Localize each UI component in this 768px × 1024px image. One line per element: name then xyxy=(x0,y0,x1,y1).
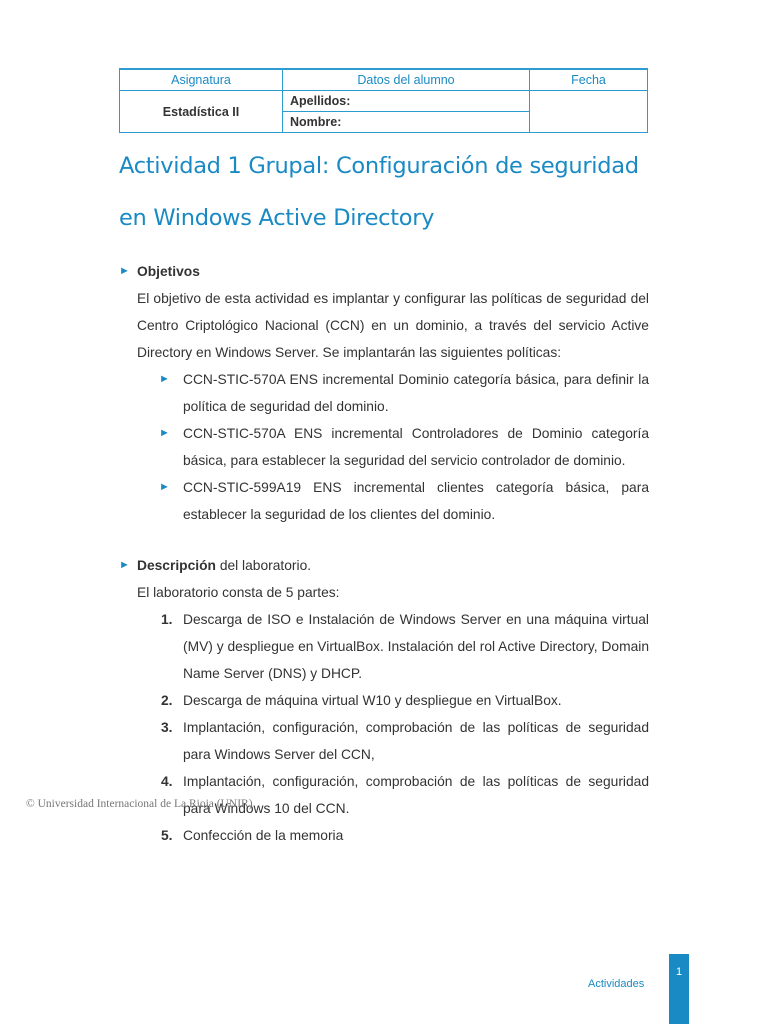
list-item: 1. Descarga de ISO e Instalación de Windows Server en una máquina virtual (MV) y despliegue en VirtualBox. Instalación del rol Active Directory, Domain Name Server (DNS) y DHCP. xyxy=(161,612,649,681)
fecha-cell xyxy=(530,91,648,133)
arrow-bullet-icon: ► xyxy=(159,373,170,385)
list-item: ► CCN-STIC-570A ENS incremental Controladores de Dominio categoría básica, para establecer la seguridad del servicio controlador de dominio. xyxy=(137,420,649,474)
arrow-bullet-icon: ► xyxy=(119,265,130,277)
descripcion-heading: Descripción del laboratorio. xyxy=(137,558,312,573)
col-asignatura: Asignatura xyxy=(120,69,283,91)
objetivos-list xyxy=(137,366,649,528)
steps-list xyxy=(137,606,649,849)
objetivos-heading: Objetivos xyxy=(137,264,200,279)
col-datos-alumno: Datos del alumno xyxy=(283,69,530,91)
page-number-tab: 1 xyxy=(669,954,689,1024)
list-item: 3. Implantación, configuración, comprobación de las políticas de seguridad para Windows Server del CCN, xyxy=(161,720,649,762)
page-title: Actividad 1 Grupal: Configuración de seguridad en Windows Active Directory xyxy=(119,153,639,231)
arrow-bullet-icon: ► xyxy=(159,481,170,493)
list-item: ► CCN-STIC-599A19 ENS incremental clientes categoría básica, para establecer la seguridad de los clientes del dominio. xyxy=(137,474,649,528)
list-item: 2. Descarga de máquina virtual W10 y despliegue en VirtualBox. xyxy=(161,693,562,708)
arrow-bullet-icon: ► xyxy=(159,427,170,439)
objetivos-paragraph: El objetivo de esta actividad es implantar y configurar las políticas de seguridad del Centro Criptológico Nacional (CCN) en un dominio, a través del servicio Active Directory en Windows Server. Se implantarán las siguientes políticas: xyxy=(137,291,649,360)
list-item: 5. Confección de la memoria xyxy=(161,828,344,843)
objetivos-section xyxy=(119,258,649,528)
footer-section-label: Actividades xyxy=(588,978,645,990)
descripcion-intro: El laboratorio consta de 5 partes: xyxy=(137,585,340,600)
list-item: ► CCN-STIC-570A ENS incremental Dominio categoría básica, para definir la política de seguridad del dominio. xyxy=(137,366,649,420)
col-fecha: Fecha xyxy=(530,69,648,91)
asignatura-value: Estadística II xyxy=(120,91,283,133)
arrow-bullet-icon: ► xyxy=(119,559,130,571)
nombre-field: Nombre: xyxy=(283,112,530,133)
apellidos-field: Apellidos: xyxy=(283,91,530,112)
list-item: 4. Implantación, configuración, comprobación de las políticas de seguridad para Windows 10 del CCN. xyxy=(161,774,649,816)
copyright-notice: © Universidad Internacional de La Rioja (UNIR) xyxy=(26,798,253,810)
header-table xyxy=(119,68,648,133)
